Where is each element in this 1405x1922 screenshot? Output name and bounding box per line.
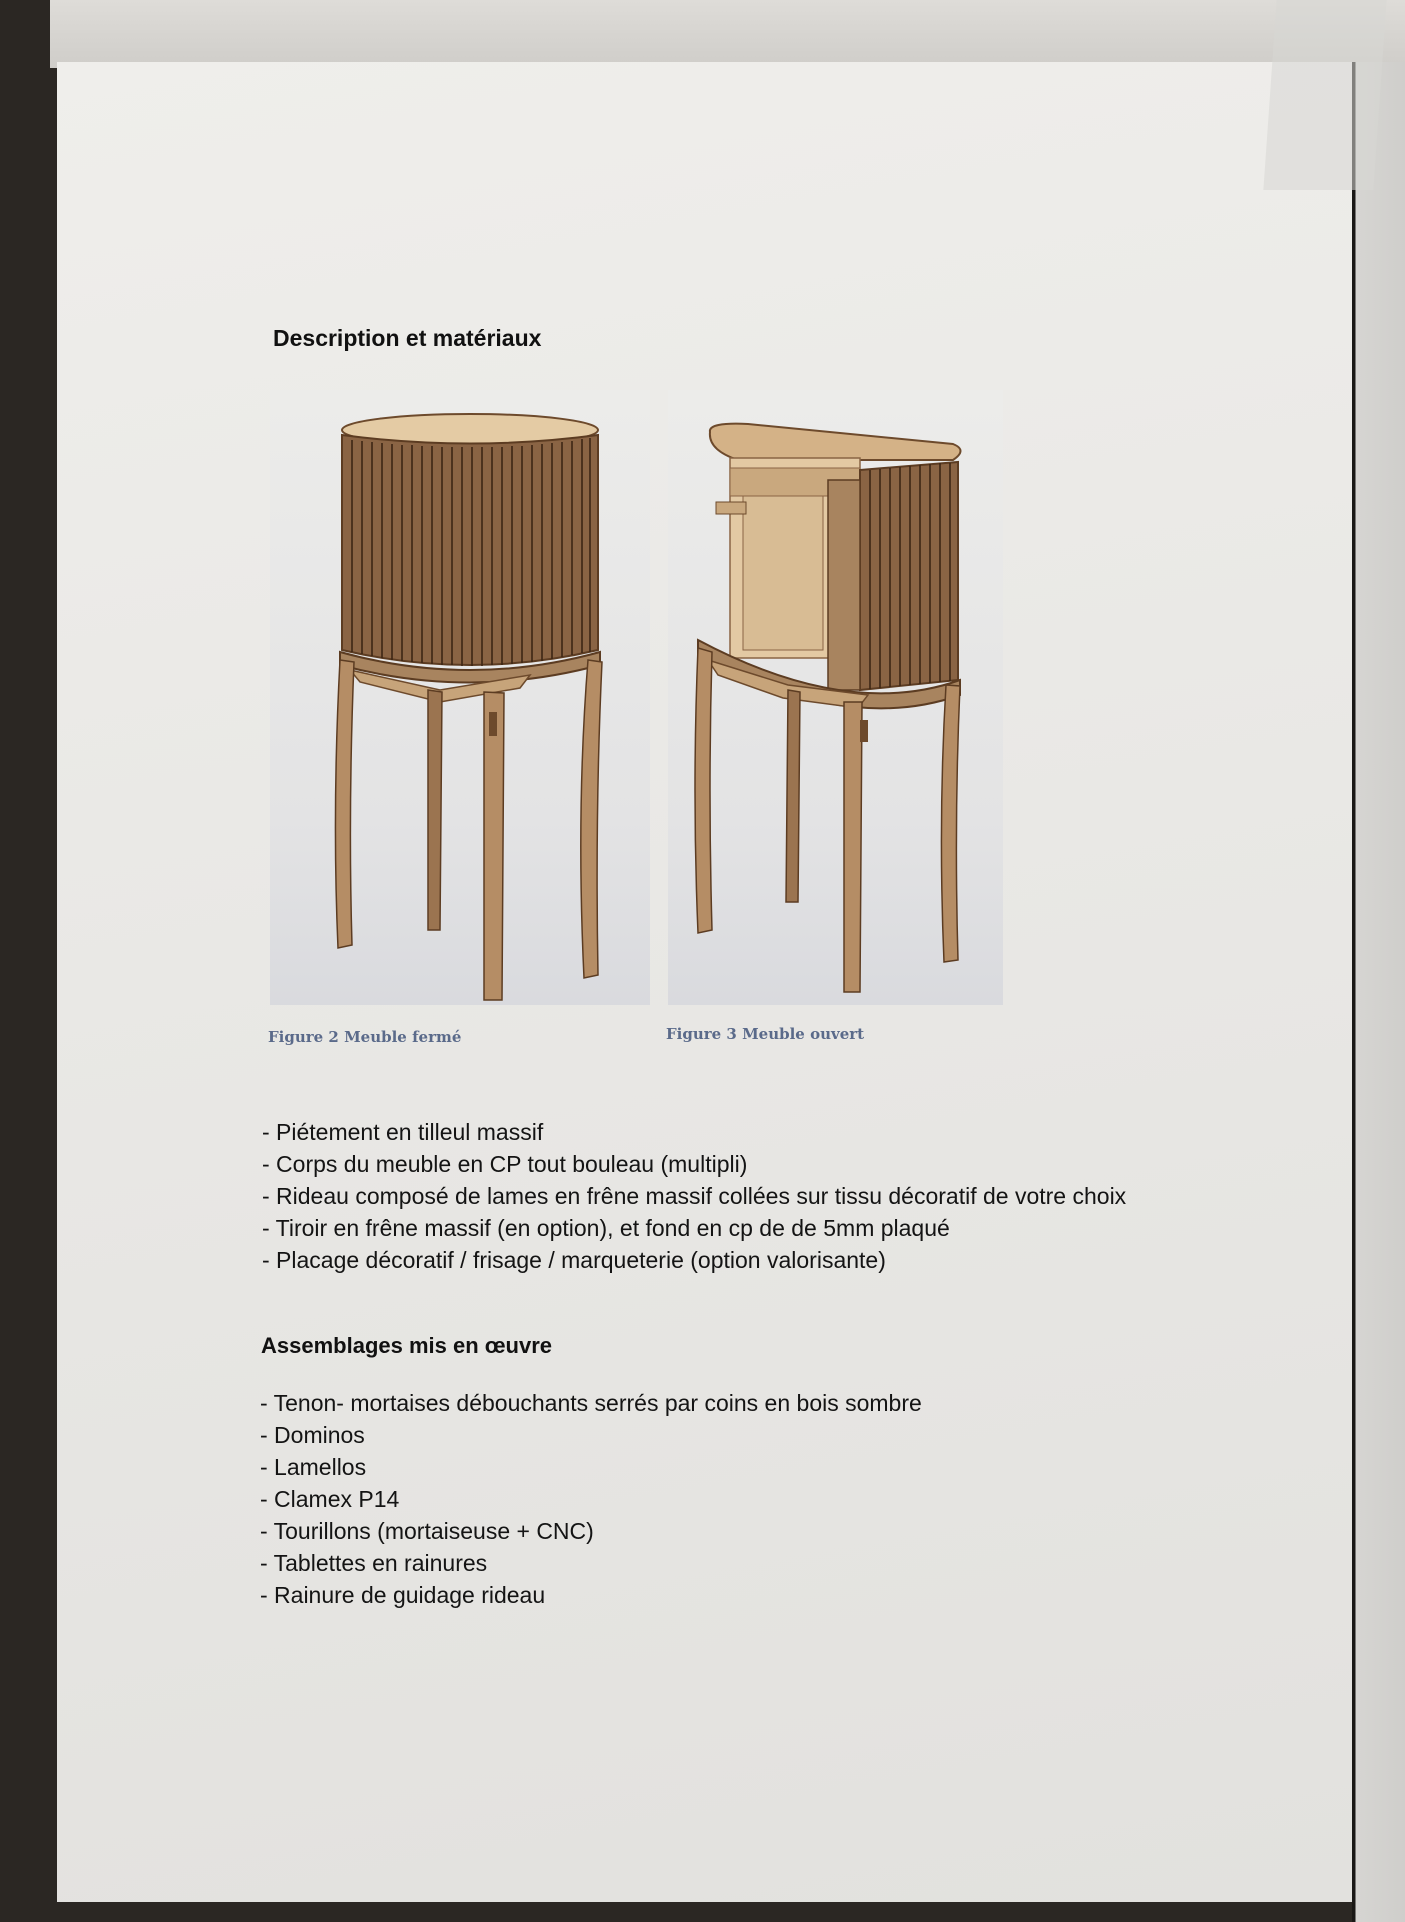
list-item: - Rideau composé de lames en frêne massif collées sur tissu décoratif de votre choix [262,1183,1127,1209]
closed-cabinet-illustration [270,390,650,1005]
list-item: - Corps du meuble en CP tout bouleau (multipli) [262,1151,748,1177]
adhesive-tape [1263,0,1386,190]
list-item: - Tourillons (mortaiseuse + CNC) [260,1518,594,1544]
list-item: - Clamex P14 [260,1486,400,1512]
figure-3-caption: Figure 3 Meuble ouvert [666,1025,865,1043]
list-item: - Rainure de guidage rideau [260,1582,546,1608]
list-item: - Tenon- mortaises débouchants serrés par coins en bois sombre [260,1390,922,1416]
list-item: - Tiroir en frêne massif (en option), et fond en cp de de 5mm plaqué [262,1215,950,1241]
list-item: - Tablettes en rainures [260,1550,488,1576]
figure-2-caption: Figure 2 Meuble fermé [268,1028,462,1046]
background-sheet-top [50,0,1405,68]
materials-list [262,1116,1142,1276]
list-item: - Placage décoratif / frisage / marqueterie (option valorisante) [262,1247,886,1273]
background-sheet-right [1352,62,1405,1922]
open-cabinet-illustration [668,390,1003,1005]
assemblages-list [260,1387,1140,1611]
figure-closed-cabinet [270,390,650,1005]
description-heading: Description et matériaux [273,325,542,351]
list-item: - Dominos [260,1422,365,1448]
assemblages-heading: Assemblages mis en œuvre [261,1333,553,1358]
list-item: - Lamellos [260,1454,367,1480]
list-item: - Piétement en tilleul massif [262,1119,544,1145]
figure-open-cabinet [668,390,1003,1005]
